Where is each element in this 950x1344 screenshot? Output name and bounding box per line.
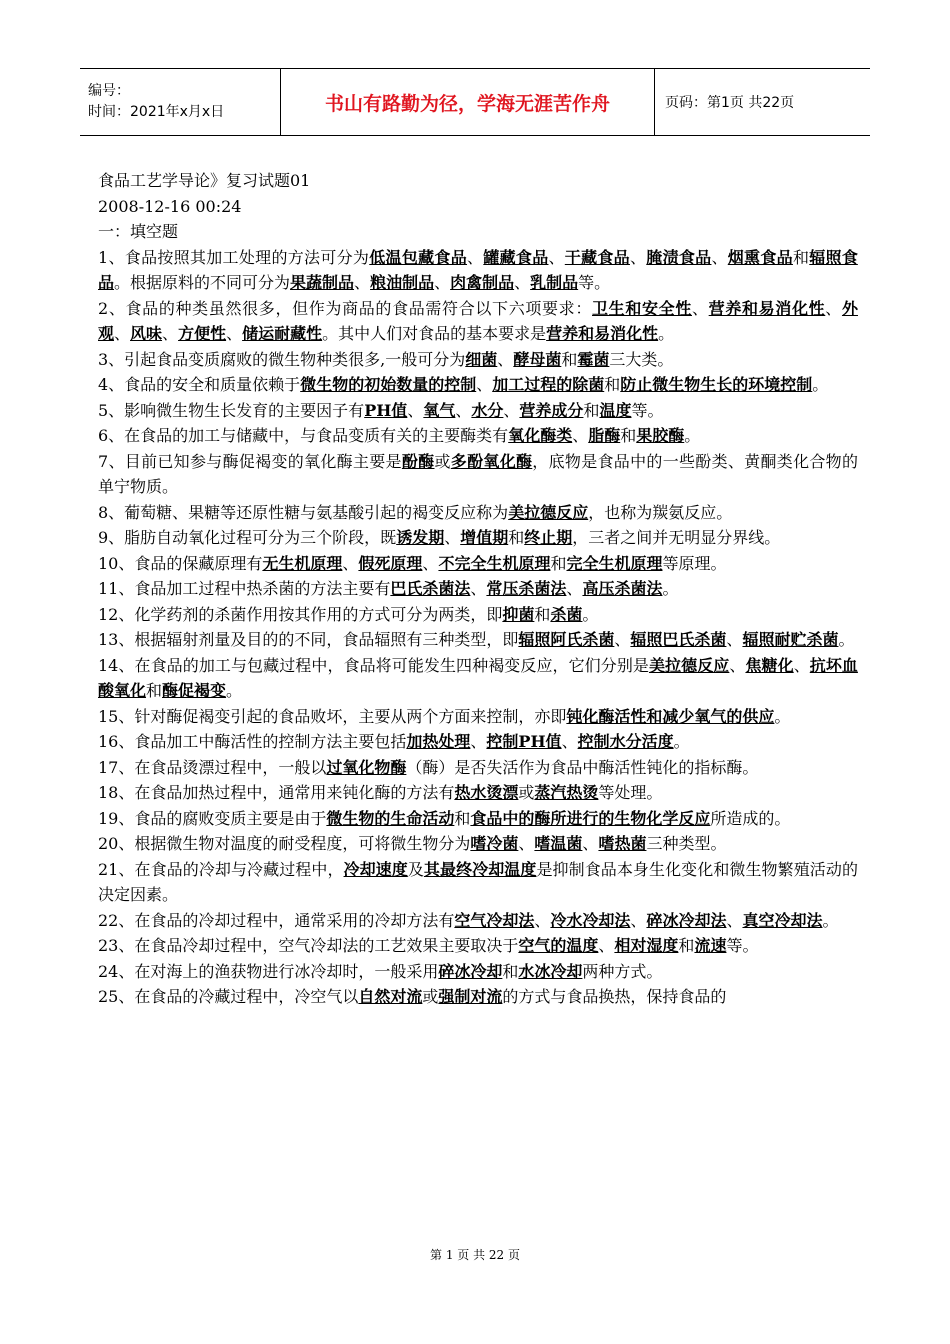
question-text: 、 [497,349,514,369]
question-text: 6、在食品的加工与储藏中，与食品变质有关的主要酶类有 [98,426,509,445]
answer-text: 相对湿度 [614,936,679,955]
answer-text: 微生物的生命活动 [326,808,455,828]
question-text: 和 [454,808,471,828]
question-item [98,653,858,704]
answer-text: 罐藏食品 [483,247,549,267]
header-meta [80,69,280,135]
question-text: 。 [774,706,791,726]
doc-title: 食品工艺学导论》复习试题01 [98,171,311,190]
answer-text: 风味 [130,324,163,343]
question-text: 、 [434,273,451,292]
answer-text: 酚酶 [401,451,435,471]
answer-text: 真空冷却法 [742,910,823,930]
page-footer: 第 1 页 共 22 页 [430,1248,520,1262]
question-text: 或 [434,451,451,471]
question-text: 。 [838,630,855,649]
question-text: 等。 [578,273,611,292]
question-text: 是抑制食品本身生化变化和微生物繁殖活动的决定因素。 [98,859,858,904]
question-text: 、 [793,655,810,675]
answer-text: 氧化酶类 [508,426,573,445]
question-text: 、 [354,273,371,292]
question-text: 23、在食品冷却过程中，空气冷却法的工艺效果主要取决于 [98,936,519,955]
answer-text: 果蔬制品 [290,273,355,292]
question-item [98,245,858,296]
question-item [98,933,858,959]
question-text: 和 [604,375,621,394]
question-text: 和 [561,349,578,369]
answer-text: 卫生和安全性 [592,298,692,318]
question-text: 或 [422,987,439,1006]
question-item [98,500,858,526]
answer-text: 碎冰冷却 [438,961,503,981]
question-text: 、 [503,400,520,420]
answer-text: 碎冰冷却法 [646,910,727,930]
question-text: 和 [534,604,551,624]
answer-text: 蒸汽热烫 [534,783,599,802]
question-text: 4、食品的安全和质量依赖于 [98,375,301,394]
answer-text: 多酚氧化酶 [450,451,533,471]
answer-text: 嗜冷菌 [470,834,519,853]
answer-text: 常压杀菌法 [486,579,567,598]
question-text: 、 [630,910,647,930]
section-heading: 一：填空题 [98,222,179,241]
question-item [98,602,858,628]
answer-text: 水分 [471,400,504,420]
question-text: 18、在食品加热过程中，通常用来钝化酶的方法有 [98,783,455,802]
document-body [98,168,858,1010]
answer-text: 防止微生物生长的环境控制 [620,375,813,394]
question-text: 。其中人们对食品的基本要求是 [322,324,547,343]
page-header [80,68,870,136]
question-text: 3、引起食品变质腐败的微生物种类很多,一般可分为 [98,349,466,369]
question-text: 。根据原料的不同可分为 [114,273,291,292]
question-text: 所造成的。 [710,808,791,828]
answer-text: 细菌 [465,349,498,369]
question-text: 、 [407,400,424,420]
answer-text: 低温包藏食品 [369,247,468,267]
question-text: 和 [792,247,810,267]
question-text: 、 [342,553,359,573]
answer-text: 焦糖化 [745,655,794,675]
question-text: 20、根据微生物对温度的耐受程度，可将微生物分为 [98,834,471,853]
answer-text: 营养和易消化性 [546,324,659,343]
answer-text: 酵母菌 [513,349,562,369]
answer-text: 加热处理 [406,732,471,751]
question-text: 和 [146,681,163,700]
question-text: 、 [572,426,589,445]
question-text: 。 [673,732,690,751]
question-text: 和 [508,528,525,547]
answer-text: 营养成分 [519,400,584,420]
question-text: 16、食品加工中酶活性的控制方法主要包括 [98,732,407,751]
answer-text: 乳制品 [530,273,579,292]
question-item [98,959,858,985]
question-text: 19、食品的腐败变质主要是由于 [98,808,327,828]
question-text: 及 [407,859,424,879]
question-text: 、 [518,834,535,853]
question-text: ，也称为羰氨反应。 [588,502,733,522]
answer-text: 流速 [694,936,727,955]
question-text: 等原理。 [662,553,727,573]
answer-text: 辐照巴氏杀菌 [630,630,727,649]
answer-text: 增值期 [460,528,509,547]
question-text: 三大类。 [609,349,674,369]
answer-text: 抗坏血酸氧化 [98,655,858,700]
question-text: 、 [711,247,728,267]
question-text: 两种方式。 [582,961,663,981]
question-text: ，三者之间并无明显分界线。 [572,528,781,547]
header-page-label: 页码：第1页 共22页 [665,95,795,111]
answer-text: 辐照阿氏杀菌 [518,630,615,649]
question-text: 5、影响微生物生长发育的主要因子有 [98,400,365,420]
answer-text: 粮油制品 [370,273,435,292]
question-text: 2、食品的种类虽然很多，但作为商品的食品需符合以下六项要求： [98,298,593,318]
question-text: 17、在食品烫漂过程中，一般以 [98,757,327,777]
question-text: 。 [684,426,701,445]
answer-text: 储运耐藏性 [242,324,323,343]
question-text: 、 [614,630,631,649]
question-item [98,704,858,730]
question-text: 7、目前已知参与酶促褐变的氧化酶主要是 [98,451,402,471]
answer-text: 冷却速度 [343,859,408,879]
answer-text: 微生物的初始数量的控制 [300,375,477,394]
question-text: 、 [548,247,565,267]
answer-text: 强制对流 [438,987,503,1006]
answer-text: 脂酶 [588,426,621,445]
question-text: 9、脂肪自动氧化过程可分为三个阶段，既 [98,528,397,547]
question-text: 、 [470,579,487,598]
question-text: 21、在食品的冷却与冷藏过程中， [98,859,344,879]
question-item [98,576,858,602]
question-text: 、 [825,298,842,318]
question-text: 、 [467,247,484,267]
question-item [98,525,858,551]
question-text: （酶）是否失活作为食品中酶活性钝化的指标酶。 [406,757,759,777]
question-item [98,449,858,500]
question-text: 、 [114,324,131,343]
answer-text: 营养和易消化性 [708,298,826,318]
answer-text: 高压杀菌法 [582,579,663,598]
question-text: 11、食品加工过程中热杀菌的方法主要有 [98,579,391,598]
question-text: 15、针对酶促褐变引起的食品败坏，主要从两个方面来控制，亦即 [98,706,567,726]
question-text: 1、食品按照其加工处理的方法可分为 [98,247,370,267]
question-text: 、 [598,936,615,955]
answer-text: 诱发期 [396,528,445,547]
question-text: 、 [582,834,599,853]
question-text: 或 [518,783,535,802]
question-text: 14、在食品的加工与包藏过程中，食品将可能发生四种褐变反应，它们分别是 [98,655,649,675]
question-text: 等。 [631,400,664,420]
question-text: 、 [514,273,531,292]
answer-text: 果胶酶 [636,426,685,445]
question-text: 和 [502,961,519,981]
answer-text: 控制PH值 [486,732,562,751]
answer-text: 加工过程的除菌 [492,375,605,394]
question-text: 、 [629,247,647,267]
question-text: 、 [566,579,583,598]
answer-text: 嗜温菌 [534,834,583,853]
answer-text: 美拉德反应 [648,655,730,675]
answer-text: 美拉德反应 [508,502,589,522]
question-text: 、 [729,655,746,675]
question-text: 。 [582,604,599,624]
question-item [98,755,858,781]
question-text: 和 [678,936,695,955]
answer-text: 烟熏食品 [727,247,793,267]
question-text: 、 [470,732,487,751]
question-text: 13、根据辐射剂量及目的的不同，食品辐照有三种类型，即 [98,630,519,649]
question-text: 和 [550,553,567,573]
question-item [98,398,858,424]
answer-text: 控制水分活度 [577,732,674,751]
question-list [98,245,858,1010]
answer-text: 抑菌 [502,604,535,624]
answer-text: 假死原理 [358,553,423,573]
question-text: 三种类型。 [646,834,727,853]
question-text: 、 [162,324,179,343]
answer-text: 完全生机原理 [566,553,663,573]
doc-date: 2008-12-16 00:24 [98,196,242,216]
question-text: 22、在食品的冷却过程中，通常采用的冷却方法有 [98,910,455,930]
answer-text: 食品中的酶所进行的生物化学反应 [470,808,711,828]
question-item [98,296,858,347]
question-text: 、 [422,553,439,573]
question-text: 、 [691,298,709,318]
question-text: 。 [812,375,829,394]
question-text: 。 [226,681,243,700]
answer-text: 自然对流 [358,987,423,1006]
question-text: 、 [444,528,461,547]
question-text: 和 [583,400,600,420]
answer-text: 肉禽制品 [450,273,515,292]
time-label: 时间：2021年x月x日 [88,104,225,120]
question-item [98,627,858,653]
question-text: 、 [226,324,243,343]
answer-text: 不完全生机原理 [438,553,551,573]
question-text: 、 [726,630,743,649]
answer-text: 巴氏杀菌法 [390,579,471,598]
answer-text: 干藏食品 [564,247,630,267]
question-item [98,423,858,449]
question-item [98,551,858,577]
answer-text: 温度 [599,400,632,420]
question-text: 等处理。 [598,783,663,802]
answer-text: 辐照耐贮杀菌 [742,630,839,649]
number-label: 编号： [88,83,130,99]
question-text: 、 [476,375,493,394]
question-text: 等。 [726,936,759,955]
question-item [98,780,858,806]
answer-text: 空气的温度 [518,936,599,955]
question-item [98,806,858,832]
answer-text: 终止期 [524,528,573,547]
answer-text: 水冰冷却 [518,961,583,981]
question-text: 12、化学药剂的杀菌作用按其作用的方式可分为两类，即 [98,604,503,624]
question-item [98,831,858,857]
question-item [98,372,858,398]
question-text: 、 [561,732,578,751]
question-text: 。 [822,910,839,930]
answer-text: 空气冷却法 [454,910,535,930]
answer-text: 冷水冷却法 [550,910,631,930]
answer-text: PH值 [364,400,408,420]
question-text: 。 [662,579,679,598]
question-item [98,857,858,908]
answer-text: 氧气 [423,400,456,420]
answer-text: 霉菌 [577,349,610,369]
answer-text: 钝化酶活性和减少氧气的供应 [566,706,775,726]
answer-text: 方便性 [178,324,227,343]
answer-text: 杀菌 [550,604,583,624]
answer-text: 无生机原理 [262,553,343,573]
answer-text: 过氧化物酶 [326,757,407,777]
question-item [98,908,858,934]
question-text: 24、在对海上的渔获物进行冰冷却时，一般采用 [98,961,439,981]
question-text: 的方式与食品换热，保持食品的 [502,987,727,1006]
question-item [98,984,858,1010]
answer-text: 酶促褐变 [162,681,227,700]
question-text: 10、食品的保藏原理有 [98,553,263,573]
question-text: 、 [534,910,551,930]
question-item [98,347,858,373]
answer-text: 热水烫漂 [454,783,519,802]
answer-text: 嗜热菌 [598,834,647,853]
answer-text: 其最终冷却温度 [423,859,537,879]
question-text: 、 [455,400,472,420]
question-text: 和 [620,426,637,445]
question-text: 、 [726,910,743,930]
question-text: ，底物是食品中的一些酚类、黄酮类化合物的单宁物质。 [98,451,858,496]
question-item [98,729,858,755]
header-motto: 书山有路勤为径，学海无涯苦作舟 [280,69,655,135]
question-text: 25、在食品的冷藏过程中，冷空气以 [98,987,359,1006]
question-text: 8、葡萄糖、果糖等还原性糖与氨基酸引起的褐变反应称为 [98,502,509,522]
answer-text: 腌渍食品 [646,247,712,267]
answer-text: 外观 [98,298,858,343]
question-text: 。 [658,324,675,343]
answer-text: 辐照食品 [98,247,858,292]
